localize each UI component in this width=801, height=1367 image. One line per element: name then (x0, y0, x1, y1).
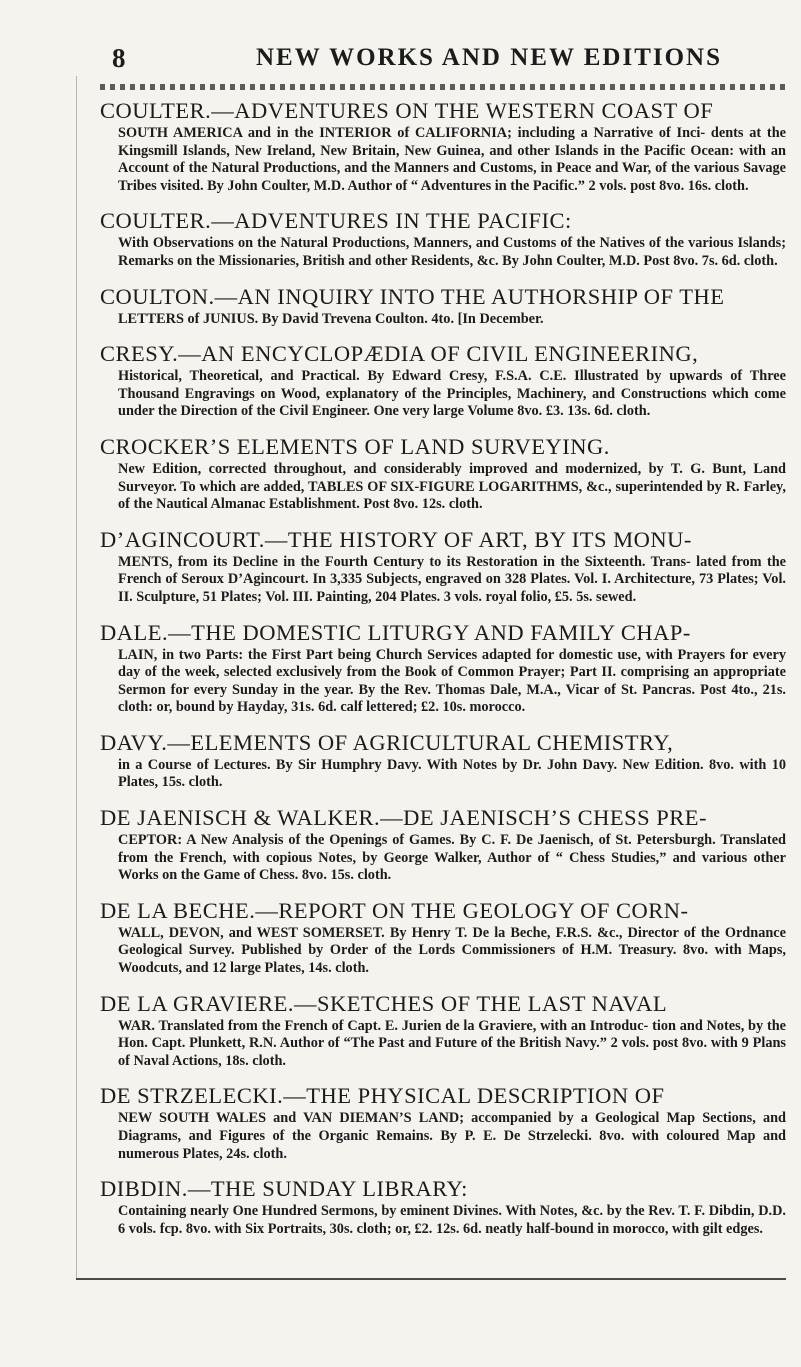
entry-description: LETTERS of JUNIUS. By David Trevena Coulton. 4to. [In December. (118, 310, 544, 327)
entry-description: SOUTH AMERICA and in the INTERIOR of CALIFORNIA; including a Narrative of Inci- dents at the Kingsmill Islands, New Ireland, New Britain, New Guinea, and other Islands in the Pacific Ocean: with an Account of the Natural Productions, and the Manners and Customs, in Peace and War, of the various Savage Tribes visited. By John Coulter, M.D. Author of “ Adventures in the Pacific.” 2 vols. post 8vo. 16s. cloth. (118, 125, 786, 194)
catalogue-entry (100, 432, 786, 514)
entry-heading: COULTER.—ADVENTURES ON THE WESTERN COAST OF (100, 98, 714, 123)
page-number: 8 (112, 43, 126, 73)
entry-description: CEPTOR: A New Analysis of the Openings of Games. By C. F. De Jaenisch, of St. Petersburgh. Translated from the French, with copious Notes, by George Walker, Author of “ Chess Studies,” and various other Works on the Game of Chess. 8vo. 15s. cloth. (118, 832, 786, 884)
catalogue-entry (100, 989, 786, 1071)
entry-heading: D’AGINCOURT.—THE HISTORY OF ART, BY ITS MONU- (100, 526, 692, 552)
catalogue-entry (100, 803, 786, 885)
catalogue-entry (100, 525, 786, 607)
catalogue-entry (100, 618, 786, 717)
catalogue-entry (100, 728, 786, 792)
entry-heading: DIBDIN.—THE SUNDAY LIBRARY: (100, 1176, 468, 1202)
left-margin-rule (76, 76, 77, 1280)
entry-heading: COULTER.—ADVENTURES IN THE PACIFIC: (100, 208, 572, 234)
entry-heading: DE LA BECHE.—REPORT ON THE GEOLOGY OF CORN- (100, 897, 689, 923)
running-title: NEW WORKS AND NEW EDITIONS (256, 44, 723, 71)
entries-list (100, 96, 786, 1276)
bottom-rule (76, 1278, 786, 1280)
entry-description: Containing nearly One Hundred Sermons, by eminent Divines. With Notes, &c. by the Rev. T. F. Dibdin, D.D. 6 vols. fcp. 8vo. with Six Portraits, 30s. cloth; or, £2. 12s. 6d. neatly half-bound in morocco, with gilt edges. (118, 1203, 786, 1237)
catalogue-entry (100, 282, 786, 329)
entry-description: NEW SOUTH WALES and VAN DIEMAN’S LAND; accompanied by a Geological Map Sections, and Diagrams, and Figures of the Organic Remains. By P. E. De Strzelecki. 8vo. with coloured Map and numerous Plates, 24s. cloth. (118, 1110, 786, 1162)
entry-heading: DE STRZELECKI.—THE PHYSICAL DESCRIPTION OF (100, 1083, 665, 1109)
entry-heading: DAVY.—ELEMENTS OF AGRICULTURAL CHEMISTRY, (100, 729, 674, 755)
entry-description: MENTS, from its Decline in the Fourth Century to its Restoration in the Sixteenth. Trans- lated from the French of Seroux D’Agincourt. In 3,335 Subjects, engraved on 328 Plates. Vol. I. Architecture, 73 Plates; Vol. II. Sculpture, 51 Plates; Vol. III. Painting, 204 Plates. 3 vols. royal folio, £5. 5s. sewed. (118, 553, 786, 605)
catalogue-entry (100, 896, 786, 978)
catalogue-entry (100, 339, 786, 421)
running-head (96, 36, 786, 80)
catalogue-entry (100, 206, 786, 270)
catalogue-entry (100, 1081, 786, 1163)
entry-description: Historical, Theoretical, and Practical. By Edward Cresy, F.S.A. C.E. Illustrated by upwards of Three Thousand Engravings on Wood, explanatory of the Principles, Machinery, and Constructions which come under the Direction of the Civil Engineer. One very large Volume 8vo. £3. 13s. 6d. cloth. (118, 368, 786, 420)
entry-description: With Observations on the Natural Productions, Manners, and Customs of the Natives of the various Islands; Remarks on the Missionaries, British and other Residents, &c. By John Coulter, M.D. Post 8vo. 7s. 6d. cloth. (118, 235, 786, 269)
header-ornament-rule (100, 84, 786, 90)
entry-description: WALL, DEVON, and WEST SOMERSET. By Henry T. De la Beche, F.R.S. &c., Director of the Ordnance Geological Survey. Published by Order of the Lords Commissioners of H.M. Treasury. 8vo. with Maps, Woodcuts, and 12 large Plates, 14s. cloth. (118, 924, 786, 977)
entry-description: New Edition, corrected throughout, and considerably improved and modernized, by T. G. Bunt, Land Surveyor. To which are added, TABLES OF SIX-FIGURE LOGARITHMS, &c., superintended by R. Farley, of the Nautical Almanac Establishment. Post 8vo. 12s. cloth. (118, 460, 786, 513)
entry-description: in a Course of Lectures. By Sir Humphry Davy. With Notes by Dr. John Davy. New Edition. 8vo. with 10 Plates, 15s. cloth. (118, 756, 786, 791)
entry-heading: COULTON.—AN INQUIRY INTO THE AUTHORSHIP OF THE (100, 283, 725, 309)
entry-heading: DE JAENISCH & WALKER.—DE JAENISCH’S CHESS PRE- (100, 805, 708, 831)
entry-heading: CRESY.—AN ENCYCLOPÆDIA OF CIVIL ENGINEERING, (100, 341, 699, 367)
entry-heading: DE LA GRAVIERE.—SKETCHES OF THE LAST NAVAL (100, 990, 668, 1016)
catalogue-entry (100, 96, 786, 195)
catalogue-entry (100, 1174, 786, 1238)
entry-heading: CROCKER’S ELEMENTS OF LAND SURVEYING. (100, 433, 610, 459)
entry-heading: DALE.—THE DOMESTIC LITURGY AND FAMILY CHAP- (100, 619, 691, 645)
entry-description: WAR. Translated from the French of Capt. E. Jurien de la Graviere, with an Introduc- tion and Notes, by the Hon. Capt. Plunkett, R.N. Author of “The Past and Future of the British Navy.” 2 vols. post 8vo. with 9 Plans of Naval Actions, 18s. cloth. (118, 1017, 786, 1069)
entry-description: LAIN, in two Parts: the First Part being Church Services adapted for domestic use, with Prayers for every day of the week, selected exclusively from the Book of Common Prayer; Part II. comprising an appropriate Sermon for every Sunday in the year. By the Rev. Thomas Dale, M.A., Vicar of St. Pancras. Post 4to., 21s. cloth: or, bound by Hayday, 31s. 6d. calf lettered; £2. 10s. morocco. (118, 646, 786, 716)
